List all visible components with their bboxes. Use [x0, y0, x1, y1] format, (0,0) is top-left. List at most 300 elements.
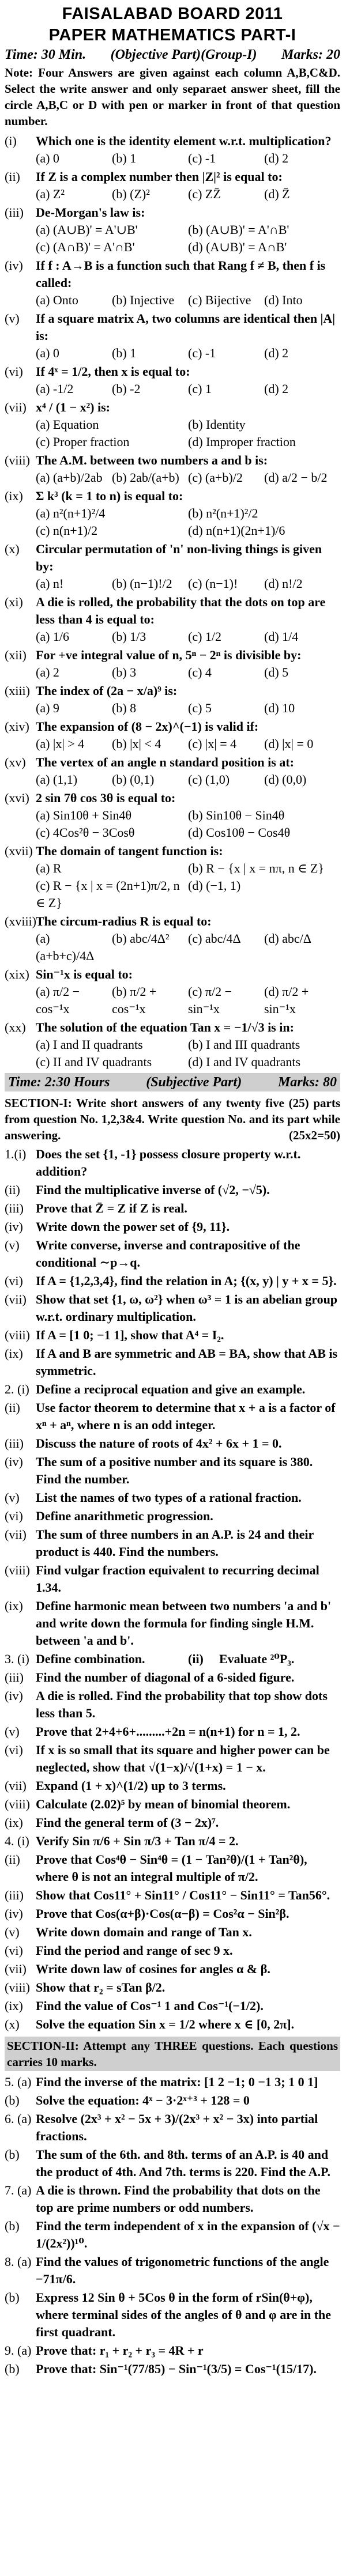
question-8-parts — [5, 2253, 340, 2341]
question-number: (xvi) — [5, 791, 29, 805]
part-text: The sum of the 6th. and 8th. terms of an A.P. is 40 and the product of 4th. And 7th. terms is 220. Find the A.P. — [36, 2147, 330, 2179]
part-text: Show that r₂ = sTan β/2. — [36, 1980, 166, 1995]
short-question — [5, 2092, 340, 2109]
part-text: Find the number of diagonal of a 6-sided figure. — [36, 1670, 295, 1684]
question-6-parts — [5, 2110, 340, 2181]
option-d: (d) abc/Δ — [264, 931, 311, 946]
mcq-question — [5, 913, 340, 930]
option-d: (d) (0,0) — [264, 772, 307, 787]
options-row — [36, 735, 340, 753]
options-row — [36, 221, 340, 256]
question-9-parts — [5, 2342, 340, 2378]
option-c: (c) 5 — [188, 701, 212, 715]
option-a: (a) |x| > 4 — [36, 736, 85, 751]
part-text: Express 12 Sin θ + 5Cos θ in the form of rSin(θ+φ), where terminal sides of the angles of θ and φ are in the first quadrant. — [36, 2290, 332, 2339]
short-question — [5, 1399, 340, 1434]
part-text: Show that Cos11° + Sin11° / Cos11° − Sin11° = Tan56°. — [36, 1888, 330, 1902]
part-number: (viii) — [5, 1563, 30, 1577]
part-text: Prove that: r₁ + r₂ + r₃ = 4R + r — [36, 2343, 204, 2358]
part-number: 9. (a) — [5, 2343, 32, 2358]
option-a: (a) Onto — [36, 293, 78, 307]
short-question — [5, 1887, 340, 1904]
section1-intro: SECTION-I: Write short answers of any twenty five (25) parts from question No. 1,2,3&4. Write question No. and its part while answering. — [5, 1096, 340, 1142]
short-question — [5, 1345, 340, 1380]
option-b: (b) |x| < 4 — [112, 736, 161, 751]
question-number: (xiv) — [5, 719, 29, 734]
option-b: (b) 2ab/(a+b) — [112, 470, 179, 485]
part-text: Use factor theorem to determine that x + a is a factor of xⁿ + aⁿ, where n is an odd integer. — [36, 1400, 336, 1432]
part-number: (vi) — [5, 1943, 23, 1958]
mcq-question — [5, 488, 340, 505]
question-text: 2 sin 7θ cos 3θ is equal to: — [36, 791, 176, 805]
question-number: (v) — [5, 311, 20, 326]
short-question — [5, 1327, 340, 1344]
subjective-marks-label: Marks: 80 — [277, 1075, 337, 1090]
option-c: (c) ZZ̄ — [188, 187, 221, 201]
option-d: (d) |x| = 0 — [264, 736, 314, 751]
part-number: (iii) — [5, 1436, 24, 1451]
option-a: (a) R — [36, 861, 62, 875]
question-number: (xvii) — [5, 844, 33, 858]
option-b: (b) Injective — [112, 293, 175, 307]
short-question — [5, 1435, 340, 1452]
short-question — [5, 1597, 340, 1649]
part-text: Verify Sin π/6 + Sin π/3 + Tan π/4 = 2. — [36, 1834, 239, 1848]
question-text: The index of (2a − x/a)⁹ is: — [36, 683, 178, 698]
mcq-question — [5, 647, 340, 664]
part-number: (vii) — [5, 1778, 27, 1793]
option-c: (c) |x| = 4 — [188, 736, 237, 751]
part-text: Find vulgar fraction equivalent to recurring decimal 1.34. — [36, 1563, 319, 1595]
part-text: Write down domain and range of Tan x. — [36, 1925, 252, 1939]
options-row — [36, 983, 340, 1018]
short-question — [5, 1814, 340, 1831]
option-d: (d) I and IV quadrants — [188, 1055, 301, 1069]
options-row — [36, 150, 340, 167]
part-number: (iii) — [5, 1201, 24, 1215]
mcq-question — [5, 966, 340, 983]
option-b: (b) 8 — [112, 701, 137, 715]
part-number: (ix) — [5, 1346, 23, 1361]
question-number: (xv) — [5, 755, 26, 769]
option-d: (d) a/2 − b/2 — [264, 470, 328, 485]
short-question — [5, 1453, 340, 1488]
question-2-parts — [5, 1381, 340, 1649]
part-text: Expand (1 + x)^(1/2) up to 3 terms. — [36, 1778, 226, 1793]
question-text: The circum-radius R is equal to: — [36, 914, 212, 928]
question-text: Which one is the identity element w.r.t. multiplication? — [36, 134, 332, 148]
part-text: Evaluate ²⁰P₃. — [219, 1652, 295, 1666]
option-c: (c) abc/4Δ — [188, 931, 241, 946]
part-text: Find the values of trigonometric functions of the angle −71π/6. — [36, 2254, 329, 2286]
options-row — [36, 380, 340, 398]
option-c: (c) n(n+1)/2 — [36, 523, 98, 538]
part-text: Solve the equation: 4ˣ − 3·2ˣ⁺³ + 128 = 0 — [36, 2093, 250, 2107]
question-text: Σ k³ (k = 1 to n) is equal to: — [36, 489, 183, 503]
part-text: Find the period and range of sec 9 x. — [36, 1943, 233, 1958]
mcq-question — [5, 399, 340, 416]
part-text: Write converse, inverse and contrapositive of the conditional ∼p→q. — [36, 1238, 300, 1270]
part-number: (ix) — [5, 1999, 23, 2013]
option-a: (a) 0 — [36, 346, 59, 360]
question-number: (ii) — [5, 169, 20, 184]
part-text: Define harmonic mean between two numbers 'a and b' and write down the formula for finding single H.M. between 'a and b'. — [36, 1599, 332, 1648]
options-row — [36, 771, 340, 788]
question-3-parts — [5, 1669, 340, 1831]
subjective-info-row — [5, 1073, 340, 1091]
question-number: (xii) — [5, 648, 27, 662]
part-number: (ii) — [188, 1652, 204, 1666]
options-row — [36, 664, 340, 681]
option-a: (a) (a+b+c)/4Δ — [36, 931, 95, 963]
option-a: (a) n! — [36, 576, 64, 591]
short-question — [5, 1508, 340, 1525]
option-b: (b) -2 — [112, 382, 141, 396]
question-number: (x) — [5, 542, 20, 556]
question-text: The domain of tangent function is: — [36, 844, 223, 858]
part-text: Find the term independent of x in the expansion of (√x − 1/(2x²))¹⁰. — [36, 2219, 340, 2250]
option-d: (d) π/2 + sin⁻¹x — [264, 984, 309, 1016]
mcq-question — [5, 133, 340, 150]
option-c: (c) R − {x | x = (2n+1)π/2, n ∈ Z} — [36, 878, 180, 910]
question-text: x⁴ / (1 − x²) is: — [36, 400, 110, 414]
mcq-question — [5, 754, 340, 771]
question-number: (iv) — [5, 258, 23, 273]
option-b: (b) (n−1)!/2 — [112, 576, 172, 591]
option-a: (a) 9 — [36, 701, 59, 715]
part-text: If A and B are symmetric and AB = BA, show that AB is symmetric. — [36, 1346, 338, 1378]
short-question — [5, 1742, 340, 1776]
question-text: The A.M. between two numbers a and b is: — [36, 453, 268, 467]
short-question — [5, 1924, 340, 1941]
paper-title: PAPER MATHEMATICS PART-I — [48, 26, 296, 44]
option-d: (d) (A∪B)' = A∩B' — [188, 240, 287, 254]
short-question — [5, 1669, 340, 1686]
part-number: (iv) — [5, 1219, 23, 1234]
part-number: (b) — [5, 2219, 20, 2233]
part-number: (viii) — [5, 1797, 30, 1811]
part-number: (ix) — [5, 1815, 23, 1830]
mcq-question — [5, 204, 340, 221]
part-number: (viii) — [5, 1328, 30, 1342]
short-question — [5, 1146, 340, 1180]
short-question — [5, 1833, 340, 1850]
part-text: A die is rolled. Find the probability that top show dots less than 5. — [36, 1689, 328, 1720]
part-number: 4. (i) — [5, 1834, 29, 1848]
option-d: (d) Improper fraction — [188, 435, 296, 449]
part-text: Write down law of cosines for angles α & β. — [36, 1962, 270, 1976]
part-number: (iii) — [5, 1888, 24, 1902]
mcq-question — [5, 257, 340, 292]
part-number: (vii) — [5, 1527, 27, 1542]
marks-label: Marks: 20 — [281, 47, 340, 62]
part-text: A die is thrown. Find the probability that dots on the top are prime numbers or odd numbers. — [36, 2183, 321, 2215]
option-b: (b) Identity — [188, 417, 246, 432]
option-b: (b) abc/4Δ² — [112, 931, 170, 946]
question-5-parts — [5, 2073, 340, 2109]
question-7-parts — [5, 2182, 340, 2252]
short-question — [5, 2289, 340, 2341]
options-row — [36, 628, 340, 645]
option-c: (c) -1 — [188, 346, 216, 360]
option-a: (a) 2 — [36, 665, 59, 679]
short-question — [5, 1291, 340, 1325]
part-text: Show that set {1, ω, ω²} when ω³ = 1 is an abelian group w.r.t. ordinary multiplication. — [36, 1292, 338, 1324]
question-4-parts — [5, 1833, 340, 2033]
part-text: Find the multiplicative inverse of (√2, −√5). — [36, 1183, 270, 1197]
short-question — [5, 1526, 340, 1561]
short-question — [5, 1200, 340, 1217]
options-row — [36, 1036, 340, 1071]
option-a: (a) π/2 − cos⁻¹x — [36, 984, 80, 1016]
part-text: Resolve (2x³ + x² − 5x + 3)/(2x³ + x² − 3x) into partial fractions. — [36, 2112, 318, 2143]
mcq-question — [5, 682, 340, 700]
part-text: Find the value of Cos⁻¹ 1 and Cos⁻¹(−1/2). — [36, 1999, 264, 2013]
question-number: (vi) — [5, 364, 23, 379]
part-number: 7. (a) — [5, 2183, 32, 2197]
part-text: Define anarithmetic progression. — [36, 1509, 213, 1523]
options-row — [36, 416, 340, 451]
short-question — [5, 1942, 340, 1959]
mcq-question — [5, 310, 340, 345]
question-text: De-Morgan's law is: — [36, 205, 145, 220]
part-number: 3. (i) — [5, 1652, 29, 1666]
paper-type-label: (Objective Part)(Group-I) — [110, 47, 257, 62]
part-number: (vi) — [5, 1274, 23, 1288]
part-text: Define combination. — [36, 1652, 145, 1666]
option-c: (c) 4 — [188, 665, 212, 679]
subjective-part-label: (Subjective Part) — [146, 1075, 242, 1090]
option-a: (a) (1,1) — [36, 772, 78, 787]
mcq-question — [5, 1019, 340, 1036]
option-d: (d) Into — [264, 293, 303, 307]
option-d: (d) n!/2 — [264, 576, 303, 591]
part-number: (b) — [5, 2147, 20, 2162]
part-number: (x) — [5, 2017, 20, 2031]
part-number: (ii) — [5, 1400, 20, 1415]
part-number: (vii) — [5, 1962, 27, 1976]
option-c: (c) (a+b)/2 — [188, 470, 243, 485]
question-number: (xviii) — [5, 914, 36, 928]
part-text: If x is so small that its square and higher power can be neglected, show that √(1−x)/√(1+x) = 1 − x. — [36, 1743, 330, 1774]
part-number: (b) — [5, 2362, 20, 2376]
part-number: 5. (a) — [5, 2075, 32, 2089]
short-question — [5, 1237, 340, 1271]
short-question — [5, 2360, 340, 2378]
options-row — [36, 186, 340, 203]
part-number: (v) — [5, 1724, 20, 1739]
options-row — [36, 345, 340, 362]
option-d: (d) 1/4 — [264, 629, 299, 644]
part-number: (iv) — [5, 1455, 23, 1469]
option-b: (b) π/2 + cos⁻¹x — [112, 984, 157, 1016]
question-text: If Z is a complex number then |Z|² is equal to: — [36, 169, 283, 184]
part-text: Solve the equation Sin x = 1/2 where x ∈ [0, 2π]. — [36, 2017, 295, 2031]
question-text: If f : A→B is a function such that Rang f ≠ B, then f is called: — [36, 258, 326, 290]
part-text: Write down the power set of {9, 11}. — [36, 1219, 230, 1234]
question-number: (viii) — [5, 453, 30, 467]
option-b: (b) (Z)² — [112, 187, 150, 201]
mcq-question — [5, 363, 340, 380]
question-text: The vertex of an angle n standard position is at: — [36, 755, 294, 769]
question-text: If 4ˣ = 1/2, then x is equal to: — [36, 364, 190, 379]
options-row — [36, 469, 340, 486]
part-text: Prove that Cos⁴θ − Sin⁴θ = (1 − Tan²θ)/(1 + Tan²θ), where θ is not an integral multiple of π/2. — [36, 1852, 307, 1884]
subjective-time-label: Time: 2:30 Hours — [8, 1075, 110, 1090]
option-c: (c) (1,0) — [188, 772, 230, 787]
part-text: Does the set {1, -1} possess closure property w.r.t. addition? — [36, 1147, 301, 1179]
short-question — [5, 1562, 340, 1596]
section1-marks: (25x2=50) — [289, 1128, 340, 1142]
option-b: (b) n²(n+1)²/2 — [188, 506, 258, 520]
option-d: (d) 5 — [264, 665, 289, 679]
mcq-question — [5, 168, 340, 186]
short-question — [5, 1723, 340, 1740]
short-question — [5, 1489, 340, 1506]
question-text: Circular permutation of 'n' non-living things is given by: — [36, 542, 322, 573]
part-number: (b) — [5, 2093, 20, 2107]
option-b: (b) 1 — [112, 151, 137, 165]
short-question — [5, 1777, 340, 1795]
part-number: 2. (i) — [5, 1382, 29, 1396]
short-question — [5, 2110, 340, 2145]
question-number: (xiii) — [5, 683, 30, 698]
option-b: (b) (0,1) — [112, 772, 155, 787]
options-row — [36, 292, 340, 309]
short-question — [5, 2016, 340, 2033]
mcq-question — [5, 790, 340, 807]
part-number: (ii) — [5, 1852, 20, 1867]
short-question — [5, 1381, 340, 1398]
short-question — [5, 2342, 340, 2359]
option-a: (a) (A∪B)' = A'∪B' — [36, 222, 138, 237]
short-question — [5, 1218, 340, 1236]
part-text: The sum of three numbers in an A.P. is 24 and their product is 440. Find the numbers. — [36, 1527, 314, 1559]
mcq-question — [5, 718, 340, 735]
part-number: (v) — [5, 1925, 20, 1939]
part-number: (v) — [5, 1238, 20, 1252]
option-d: (d) Z̄ — [264, 187, 290, 201]
part-text: Prove that 2+4+6+.........+2n = n(n+1) for n = 1, 2. — [36, 1724, 300, 1739]
option-d: (d) 2 — [264, 382, 289, 396]
short-question — [5, 1272, 340, 1290]
question-text: Sin⁻¹x is equal to: — [36, 967, 133, 981]
short-question — [5, 1961, 340, 1978]
part-text: The sum of a positive number and its square is 380. Find the number. — [36, 1455, 313, 1486]
options-row — [36, 575, 340, 592]
option-b: (b) 1/3 — [112, 629, 146, 644]
part-text: Calculate (2.02)⁵ by mean of binomial theorem. — [36, 1797, 291, 1811]
options-row — [36, 930, 340, 965]
part-number: (viii) — [5, 1980, 30, 1995]
short-question — [5, 1687, 340, 1722]
part-text: Prove that: Sin⁻¹(77/85) − Sin⁻¹(3/5) = Cos⁻¹(15/17). — [36, 2362, 317, 2376]
short-question — [5, 1851, 340, 1886]
short-question — [5, 2218, 340, 2252]
option-d: (d) 10 — [264, 701, 295, 715]
question-number: (i) — [5, 134, 17, 148]
option-c: (c) Bijective — [188, 293, 251, 307]
option-b: (b) 1 — [112, 346, 137, 360]
option-b: (b) (A∪B)' = A'∩B' — [188, 222, 289, 237]
part-number: 8. (a) — [5, 2254, 32, 2269]
option-c: (c) 1/2 — [188, 629, 222, 644]
part-number: (iv) — [5, 1689, 23, 1703]
question-number: (xx) — [5, 1020, 26, 1034]
instructions-note: Note: Four Answers are given against each column A,B,C&D. Select the write answer and only separaet answer sheet, fill the circle A,B,C or D with pen or marker in front of that question number. — [5, 66, 340, 128]
option-a: (a) Sin10θ + Sin4θ — [36, 808, 132, 822]
question-number: (xi) — [5, 595, 23, 609]
option-d: (d) n(n+1)(2n+1)/6 — [188, 523, 285, 538]
question-number: (xix) — [5, 967, 29, 981]
objective-info-row — [5, 46, 340, 63]
option-a: (a) (a+b)/2ab — [36, 470, 103, 485]
option-c: (c) Proper fraction — [36, 435, 130, 449]
option-d: (d) Cos10θ − Cos4θ — [188, 825, 291, 840]
part-number: (vi) — [5, 1743, 23, 1757]
option-a: (a) Equation — [36, 417, 99, 432]
short-question — [5, 1905, 340, 1922]
board-title: FAISALABAD BOARD 2011 — [62, 5, 283, 23]
question-text: A die is rolled, the probability that the dots on top are less than 4 is equal to: — [36, 595, 326, 626]
part-number: (ix) — [5, 1599, 23, 1613]
short-question — [5, 1997, 340, 2015]
question-text: If a square matrix A, two columns are identical then |A| is: — [36, 311, 336, 343]
short-question — [5, 2253, 340, 2288]
time-label: Time: 30 Min. — [5, 47, 86, 62]
mcq-question — [5, 541, 340, 575]
section2-instructions: SECTION-II: Attempt any THREE questions. Each questions carries 10 marks. — [5, 2037, 340, 2071]
option-d: (d) 2 — [264, 151, 289, 165]
question-text: The expansion of (8 − 2x)^(−1) is valid if: — [36, 719, 259, 734]
section1-instructions — [5, 1095, 340, 1143]
part-text: List the names of two types of a rational fraction. — [36, 1490, 302, 1505]
option-a: (a) n²(n+1)²/4 — [36, 506, 106, 520]
mcq-question — [5, 594, 340, 628]
option-b: (b) R − {x | x = nπ, n ∈ Z} — [188, 861, 324, 875]
question-text: The solution of the equation Tan x = −1/√3 is in: — [36, 1020, 294, 1034]
option-a: (a) I and II quadrants — [36, 1037, 143, 1052]
short-question — [5, 2073, 340, 2091]
option-b: (b) I and III quadrants — [188, 1037, 300, 1052]
part-text: Define a reciprocal equation and give an example. — [36, 1382, 306, 1396]
part-text: Prove that Cos(α+β)·Cos(α−β) = Cos²α − Sin²β. — [36, 1906, 289, 1921]
options-row — [36, 807, 340, 841]
part-number: 1.(i) — [5, 1147, 27, 1161]
mcq-question — [5, 452, 340, 469]
question-number: (vii) — [5, 400, 27, 414]
short-question — [5, 1181, 340, 1199]
option-b: (b) Sin10θ − Sin4θ — [188, 808, 285, 822]
part-number: 6. (a) — [5, 2112, 32, 2126]
question-number: (iii) — [5, 205, 24, 220]
question-1-parts — [5, 1146, 340, 1380]
part-text: Find the inverse of the matrix: [1 2 −1; 0 −1 3; 1 0 1] — [36, 2075, 318, 2089]
short-question — [5, 1796, 340, 1813]
part-number: (b) — [5, 2290, 20, 2305]
option-a: (a) 1/6 — [36, 629, 70, 644]
options-row — [36, 700, 340, 717]
options-row — [36, 860, 340, 912]
option-c: (c) 1 — [188, 382, 212, 396]
option-c: (c) π/2 − sin⁻¹x — [188, 984, 232, 1016]
part-number: (vi) — [5, 1509, 23, 1523]
option-b: (b) 3 — [112, 665, 137, 679]
question-number: (ix) — [5, 489, 23, 503]
part-number: (vii) — [5, 1292, 27, 1306]
part-text: If A = [1 0; −1 1], show that A⁴ = I₂. — [36, 1328, 224, 1342]
options-row — [36, 505, 340, 539]
